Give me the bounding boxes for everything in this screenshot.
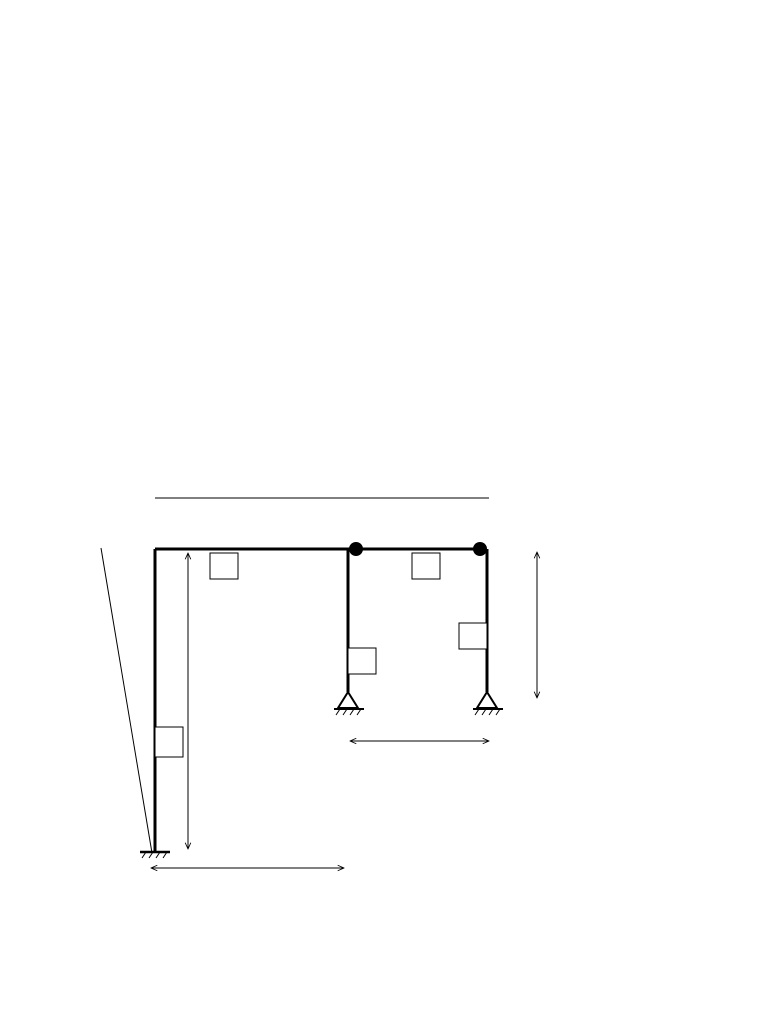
element-box-4 [412,553,440,579]
pin-support-f [473,692,503,715]
pin-support-d [334,692,364,715]
hinge-e [473,542,487,556]
element-box-1 [155,727,183,757]
fixed-support-a [140,852,170,858]
structure-figure [0,440,768,880]
left-load-line [101,548,152,853]
element-box-3 [348,648,376,674]
element-box-5 [459,623,487,649]
hinge-c [349,542,363,556]
element-box-2 [210,553,238,579]
